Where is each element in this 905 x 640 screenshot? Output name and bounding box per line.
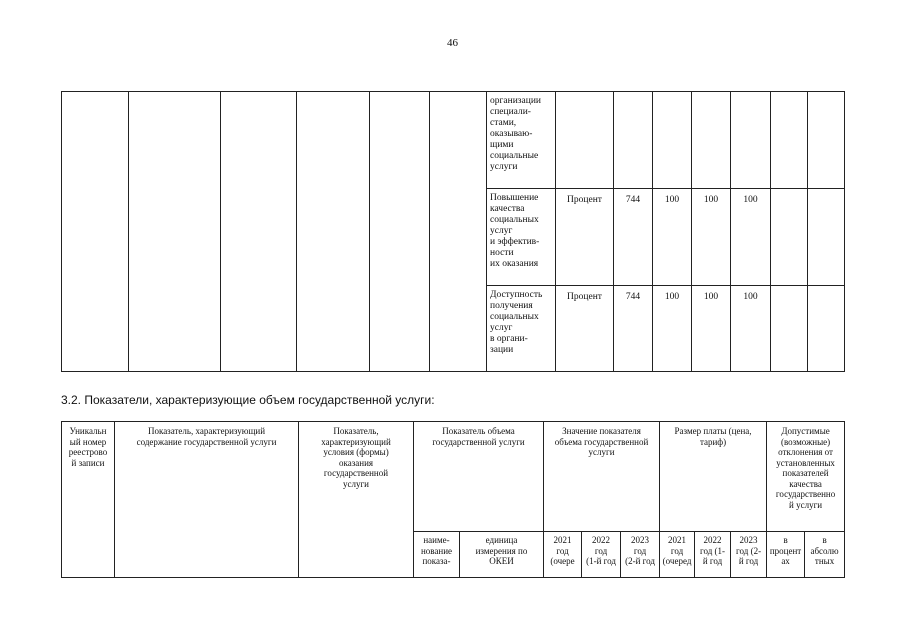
fee-2022-subheader: 2022 год (1- й год: [695, 532, 731, 578]
value-2021: 100: [653, 189, 692, 286]
value-2021: 100: [653, 286, 692, 372]
indicator-name: организации специали- стами, оказываю- щими социальные услуги: [487, 92, 556, 189]
empty-cell: [430, 92, 487, 372]
volume-value-header: Значение показателя объема государственной услуги: [544, 422, 660, 532]
empty-cell: [808, 286, 845, 372]
empty-cell: [771, 286, 808, 372]
empty-cell: [129, 92, 221, 372]
okei-code: 744: [614, 286, 653, 372]
value-2021-subheader: 2021 год (очере: [544, 532, 582, 578]
conditions-indicator-header: Показатель, характеризующий условия (формы) оказания государственной услуги: [299, 422, 414, 578]
section-heading: 3.2. Показатели, характеризующие объем государственной услуги:: [61, 393, 435, 407]
volume-indicator-header: Показатель объема государственной услуги: [414, 422, 544, 532]
deviation-percent-subheader: в процент ах: [767, 532, 805, 578]
value-2022: 100: [692, 189, 731, 286]
table-row: [62, 92, 845, 189]
empty-cell: [221, 92, 297, 372]
value-2023: [731, 92, 771, 189]
value-2022: [692, 92, 731, 189]
quality-indicators-table-continued: [61, 91, 845, 372]
empty-cell: [370, 92, 430, 372]
empty-cell: [771, 189, 808, 286]
value-2021: [653, 92, 692, 189]
value-2022-subheader: 2022 год (1-й год: [582, 532, 621, 578]
indicator-name: Доступность получения социальных услуг в органи- зации: [487, 286, 556, 372]
indicator-unit: Процент: [556, 286, 614, 372]
deviation-header: Допустимые (возможные) отклонения от установленных показателей качества государственно й услуги: [767, 422, 845, 532]
okei-code: [614, 92, 653, 189]
indicator-unit: Процент: [556, 189, 614, 286]
empty-cell: [808, 189, 845, 286]
value-2022: 100: [692, 286, 731, 372]
value-2023: 100: [731, 286, 771, 372]
page-number: 46: [447, 37, 458, 49]
content-indicator-header: Показатель, характеризующий содержание государственной услуги: [115, 422, 299, 578]
empty-cell: [297, 92, 370, 372]
fee-2023-subheader: 2023 год (2- й год: [731, 532, 767, 578]
indicator-name: Повышение качества социальных услуг и эффектив- ности их оказания: [487, 189, 556, 286]
deviation-absolute-subheader: в абсолю тных: [805, 532, 845, 578]
indicator-name-subheader: наиме- нование показа-: [414, 532, 460, 578]
okei-unit-subheader: единица измерения по ОКЕИ: [460, 532, 544, 578]
empty-cell: [771, 92, 808, 189]
value-2023-subheader: 2023 год (2-й год: [621, 532, 660, 578]
value-2023: 100: [731, 189, 771, 286]
volume-indicators-table: [61, 421, 845, 578]
table-header-row: [62, 422, 845, 532]
empty-cell: [62, 92, 129, 372]
indicator-unit: [556, 92, 614, 189]
fee-header: Размер платы (цена, тариф): [660, 422, 767, 532]
okei-code: 744: [614, 189, 653, 286]
registry-number-header: Уникальн ый номер реестрово й записи: [62, 422, 115, 578]
fee-2021-subheader: 2021 год (очеред: [660, 532, 695, 578]
empty-cell: [808, 92, 845, 189]
